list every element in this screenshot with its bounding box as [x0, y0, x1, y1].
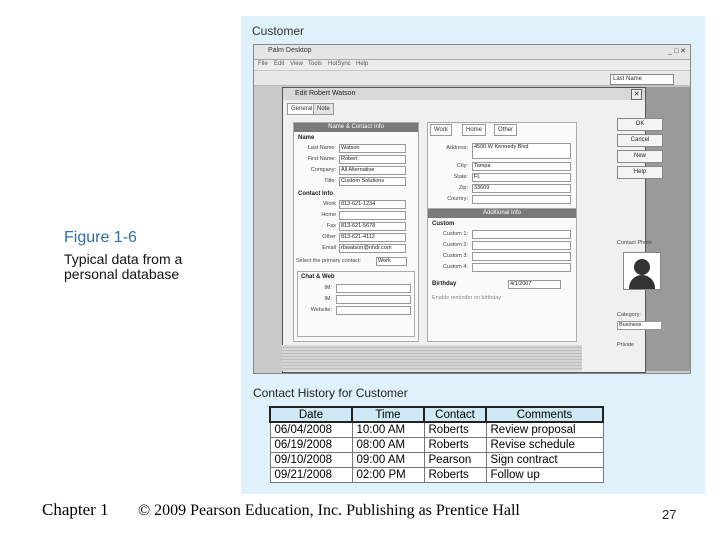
table-cell: 10:00 AM	[352, 422, 424, 438]
tab-address-work[interactable]: Work	[430, 124, 452, 136]
table-cell: Sign contract	[486, 453, 603, 468]
menu-bar	[254, 60, 690, 70]
field-label: State:	[453, 174, 468, 180]
field-label: Company:	[310, 167, 336, 173]
window-controls-icon: _ □ ✕	[668, 48, 686, 55]
menu-help[interactable]: Help	[356, 61, 369, 67]
chat-section-title: Chat & Web	[301, 274, 335, 280]
table-cell: Roberts	[424, 438, 486, 453]
help-button[interactable]: Help	[617, 166, 663, 179]
menu-edit[interactable]: Edit	[274, 61, 285, 67]
tab-address-other[interactable]: Other	[494, 124, 517, 136]
table-cell: Revise schedule	[486, 438, 603, 453]
contact-photo[interactable]	[623, 252, 661, 290]
cancel-button[interactable]: Cancel	[617, 134, 663, 147]
ok-button[interactable]: OK	[617, 118, 663, 131]
dialog-title-bar	[283, 88, 645, 100]
tab-note[interactable]: Note	[313, 103, 334, 115]
footer-chapter: Chapter 1	[42, 500, 109, 519]
field-label: Country:	[447, 196, 468, 202]
menu-hotsync[interactable]: HotSync	[328, 61, 351, 67]
chat-web-box	[297, 271, 415, 337]
field-label: Website:	[310, 307, 332, 313]
name-contact-box	[293, 122, 419, 342]
search-field[interactable]: Last Name	[610, 74, 674, 85]
additional-info-header: Additional Info	[428, 209, 576, 218]
column-header-date: Date	[270, 407, 352, 422]
field-label: Address:	[446, 145, 468, 151]
fax-field[interactable]: 813-621-5678	[339, 222, 406, 231]
column-header-time: Time	[352, 407, 424, 422]
table-cell: 09/10/2008	[270, 453, 352, 468]
custom-4-field[interactable]	[472, 263, 571, 272]
table-cell: 06/19/2008	[270, 438, 352, 453]
field-label: City:	[457, 163, 468, 169]
table-row	[270, 422, 603, 438]
birthday-reminder-checkbox[interactable]: Enable reminder on birthday	[432, 295, 502, 301]
page-number: 27	[662, 507, 677, 522]
field-label: Email	[322, 245, 336, 251]
custom-3-field[interactable]	[472, 252, 571, 261]
new-button[interactable]: New	[617, 150, 663, 163]
app-title: Palm Desktop	[268, 47, 312, 54]
name-section-title: Name	[298, 135, 315, 141]
table-cell: Review proposal	[486, 422, 603, 438]
last-name-field[interactable]: Watson	[339, 144, 406, 153]
contact-history-table	[269, 406, 604, 483]
city-field[interactable]: Tampa	[472, 162, 571, 171]
company-field[interactable]: All Alternative	[339, 166, 406, 175]
menu-tools[interactable]: Tools	[308, 61, 323, 67]
table-row	[270, 453, 603, 468]
address-field[interactable]: 4500 W Kennedy Blvd	[472, 143, 571, 159]
table-cell: 06/04/2008	[270, 422, 352, 438]
table-header-row	[270, 407, 603, 422]
table-row	[270, 438, 603, 453]
home-phone-field[interactable]	[339, 211, 406, 220]
footer-copyright: © 2009 Pearson Education, Inc. Publishing as Prentice Hall	[138, 502, 520, 519]
field-label: Fax	[326, 223, 336, 229]
table-cell: Follow up	[486, 468, 603, 483]
custom-2-field[interactable]	[472, 241, 571, 250]
figure-caption: Typical data from a personal database	[64, 251, 183, 282]
field-label: Zip:	[458, 185, 468, 191]
edit-contact-dialog	[282, 87, 652, 373]
history-title: Contact History for Customer	[253, 386, 408, 400]
list-background-stripes	[282, 345, 582, 371]
birthday-field[interactable]: 4/1/2007	[508, 280, 561, 289]
person-body-icon	[629, 275, 655, 289]
name-contact-header: Name & Contact Info	[294, 123, 418, 132]
field-label: Custom 3:	[442, 253, 468, 259]
close-icon[interactable]: ✕	[631, 89, 642, 100]
field-label: Last Name:	[307, 145, 336, 151]
field-label: First Name:	[307, 156, 336, 162]
other-phone-field[interactable]: 813-621-4112	[339, 233, 406, 242]
contact-section-title: Contact Info	[298, 191, 333, 197]
work-phone-field[interactable]: 813-621-1234	[339, 200, 406, 209]
table-cell: 09:00 AM	[352, 453, 424, 468]
figure-label: Figure 1-6	[64, 229, 137, 246]
email-field[interactable]: rbwatson@nhdr.com	[339, 244, 406, 253]
state-field[interactable]: FL	[472, 173, 571, 182]
custom-section-title: Custom	[432, 221, 455, 227]
country-field[interactable]	[472, 195, 571, 204]
additional-info-box	[427, 208, 577, 342]
table-cell: 08:00 AM	[352, 438, 424, 453]
field-label: IM:	[324, 285, 332, 291]
table-cell: Roberts	[424, 468, 486, 483]
table-cell: 02:00 PM	[352, 468, 424, 483]
table-row	[270, 468, 603, 483]
tab-address-home[interactable]: Home	[462, 124, 486, 136]
contact-photo-label: Contact Photo	[617, 240, 652, 246]
birthday-label: Birthday	[432, 281, 457, 287]
field-label: Custom 4:	[442, 264, 468, 270]
im-field-2[interactable]	[336, 295, 411, 304]
custom-1-field[interactable]	[472, 230, 571, 239]
field-label: IM:	[324, 296, 332, 302]
category-select[interactable]: Business	[617, 321, 662, 330]
primary-contact-label: Select the primary contact:	[296, 258, 362, 264]
field-label: Other	[322, 234, 336, 240]
menu-view[interactable]: View	[290, 61, 303, 67]
menu-file[interactable]: File	[258, 61, 268, 67]
field-label: Custom 1:	[442, 231, 468, 237]
im-field-1[interactable]	[336, 284, 411, 293]
field-label: Home	[321, 212, 336, 218]
first-name-field[interactable]: Robert	[339, 155, 406, 164]
palm-desktop-screenshot	[253, 44, 691, 374]
column-header-comments: Comments	[486, 407, 603, 422]
app-title-bar	[254, 45, 690, 60]
column-header-contact: Contact	[424, 407, 486, 422]
table-cell: Roberts	[424, 422, 486, 438]
field-label: Title:	[324, 178, 336, 184]
title-field[interactable]: Custom Solutions	[339, 177, 406, 186]
tab-general[interactable]: General	[287, 103, 316, 115]
table-cell: 09/21/2008	[270, 468, 352, 483]
customer-title: Customer	[252, 24, 305, 38]
field-label: Custom 2:	[442, 242, 468, 248]
toolbar	[254, 71, 690, 86]
table-cell: Pearson	[424, 453, 486, 468]
zip-field[interactable]: 33609	[472, 184, 571, 193]
person-silhouette-icon	[634, 259, 650, 275]
private-checkbox[interactable]: Private	[617, 342, 635, 348]
primary-contact-select[interactable]: Work	[376, 257, 407, 266]
dialog-title: Edit Robert Watson	[295, 90, 356, 97]
website-field[interactable]	[336, 306, 411, 315]
field-label: Work	[323, 201, 336, 207]
category-label: Category:	[617, 312, 641, 318]
